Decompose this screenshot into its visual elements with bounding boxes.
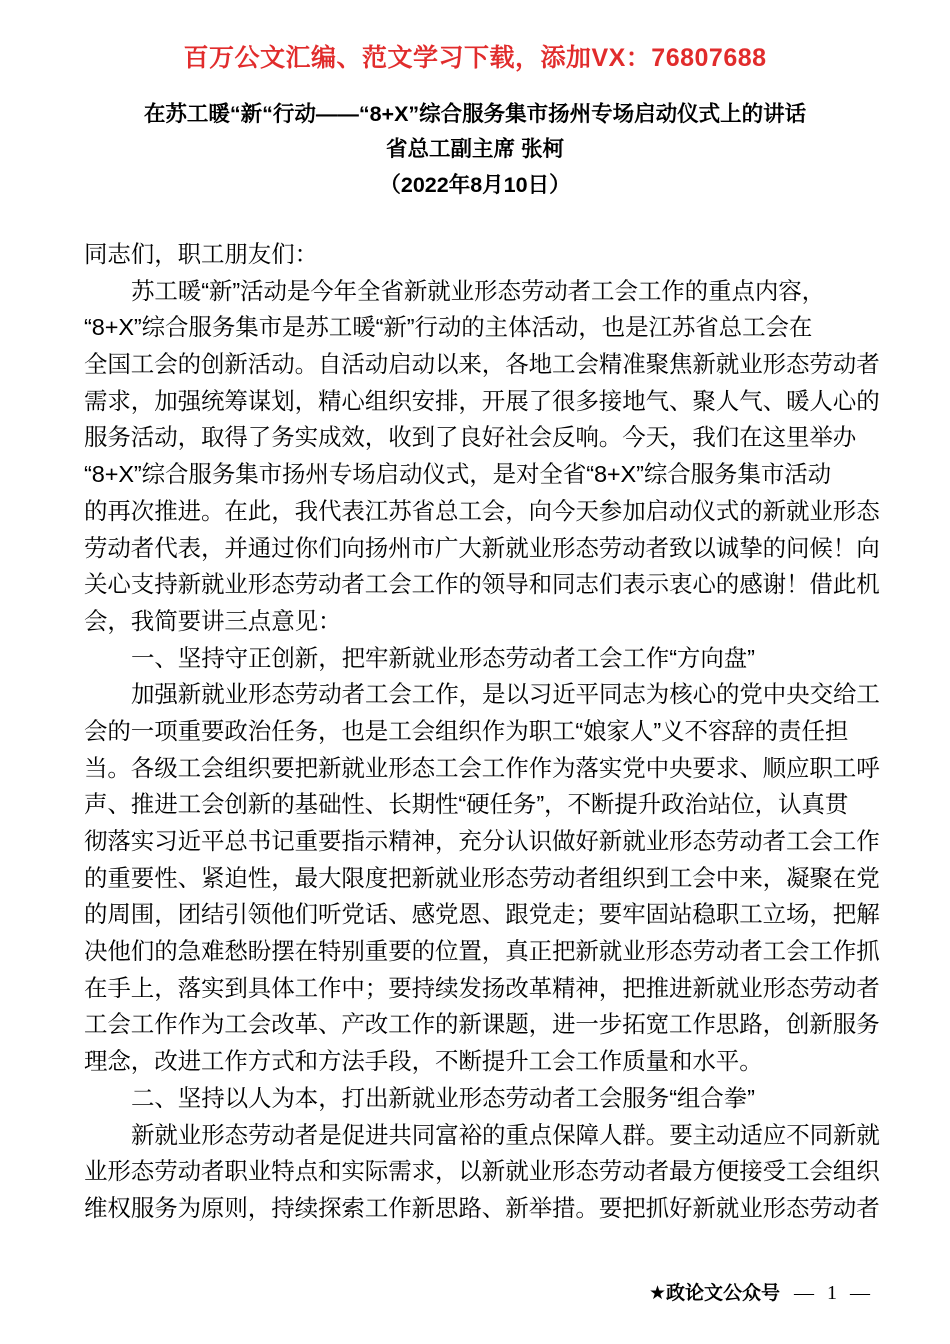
body-line: 决他们的急难愁盼摆在特别重要的位置，真正把新就业形态劳动者工会工作抓 <box>84 938 880 965</box>
promo-banner-text: 百万公文汇编、范文学习下载，添加VX：76807688 <box>183 44 767 72</box>
footer-inner <box>649 1278 874 1305</box>
document-body <box>84 236 880 1227</box>
document-title-block <box>0 97 950 203</box>
body-line: 业形态劳动者职业特点和实际需求，以新就业形态劳动者最方便接受工会组织 <box>84 1158 880 1185</box>
body-line: 二、坚持以人为本，打出新就业形态劳动者工会服务“组合拳” <box>131 1084 755 1111</box>
body-line: 需求，加强统筹谋划，精心组织安排，开展了很多接地气、聚人气、暖人心的 <box>84 387 880 414</box>
body-line: 声、推进工会创新的基础性、长期性“硬任务”，不断提升政治站位，认真贯 <box>84 791 849 818</box>
body-line: 劳动者代表，并通过你们向扬州市广大新就业形态劳动者致以诚挚的问候！向 <box>84 534 880 561</box>
body-line: 工会工作作为工会改革、产改工作的新课题，进一步拓宽工作思路，创新服务 <box>84 1011 880 1038</box>
document-date: （2022年8月10日） <box>379 173 571 197</box>
body-line: 的周围，团结引领他们听党话、感党恩、跟党走；要牢固站稳职工立场，把解 <box>84 901 880 928</box>
body-line: 同志们，职工朋友们： <box>84 241 318 267</box>
footer-brand-label: ★政论文公众号 <box>648 1283 780 1304</box>
body-line: 苏工暖“新”活动是今年全省新就业形态劳动者工会工作的重点内容， <box>131 277 826 304</box>
body-line: “8+X”综合服务集市是苏工暖“新”行动的主体活动，也是江苏省总工会在 <box>84 314 813 341</box>
page-number: — 1 — <box>794 1282 874 1304</box>
body-line: 的重要性、紧迫性，最大限度把新就业形态劳动者组织到工会中来，凝聚在党 <box>84 864 880 891</box>
body-line: 新就业形态劳动者是促进共同富裕的重点保障人群。要主动适应不同新就 <box>131 1121 880 1148</box>
body-line: 理念，改进工作方式和方法手段，不断提升工会工作质量和水平。 <box>84 1048 763 1075</box>
body-line: 全国工会的创新活动。自活动启动以来，各地工会精准聚焦新就业形态劳动者 <box>84 351 880 378</box>
body-line: 彻落实习近平总书记重要指示精神，充分认识做好新就业形态劳动者工会工作 <box>84 828 880 854</box>
body-line: 在手上，落实到具体工作中；要持续发扬改革精神，把推进新就业形态劳动者 <box>84 974 880 1001</box>
body-line: 加强新就业形态劳动者工会工作，是以习近平同志为核心的党中央交给工 <box>131 681 880 708</box>
body-line: 关心支持新就业形态劳动者工会工作的领导和同志们表示衷心的感谢！借此机 <box>84 571 880 598</box>
body-line: 一、坚持守正创新，把牢新就业形态劳动者工会工作“方向盘” <box>131 644 755 671</box>
body-line: 维权服务为原则，持续探索工作新思路、新举措。要把抓好新就业形态劳动者 <box>84 1194 880 1221</box>
document-author: 省总工副主席 张柯 <box>386 137 564 161</box>
body-line: 服务活动，取得了务实成效，收到了良好社会反响。今天，我们在这里举办 <box>84 424 857 451</box>
body-line: 的再次推进。在此，我代表江苏省总工会，向今天参加启动仪式的新就业形态 <box>84 497 880 524</box>
body-line: 当。各级工会组织要把新就业形态工会工作作为落实党中央要求、顺应职工呼 <box>84 754 880 781</box>
body-line: 会，我简要讲三点意见： <box>84 607 342 634</box>
page-title: 在苏工暖“新“行动——“8+X”综合服务集市扬州专场启动仪式上的讲话 <box>143 102 807 126</box>
body-line: “8+X”综合服务集市扬州专场启动仪式，是对全省“8+X”综合服务集市活动 <box>84 461 832 488</box>
body-line: 会的一项重要政治任务，也是工会组织作为职工“娘家人”义不容辞的责任担 <box>84 717 849 744</box>
